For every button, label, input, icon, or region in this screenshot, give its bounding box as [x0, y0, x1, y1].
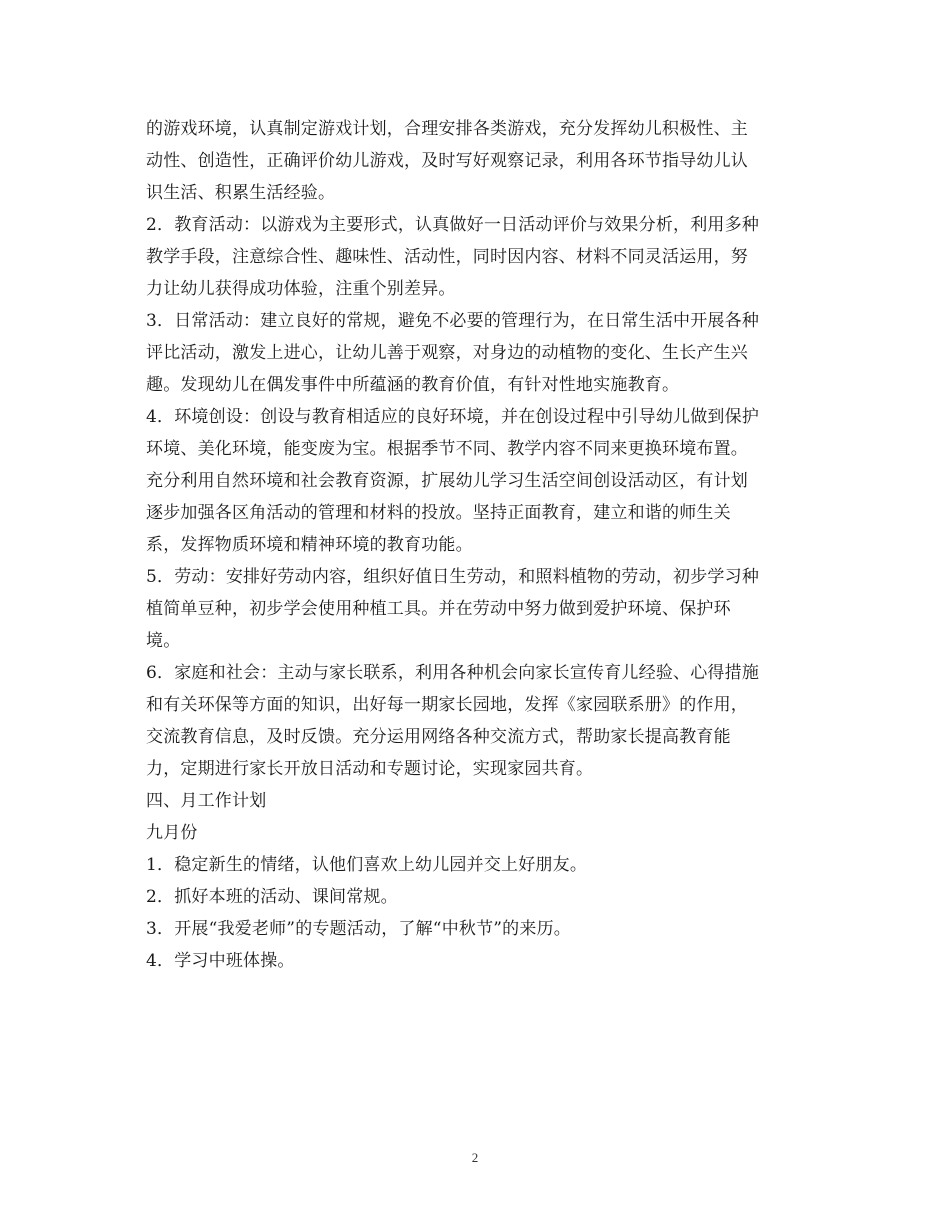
- text-line: 系，发挥物质环境和精神环境的教育功能。: [146, 535, 473, 555]
- list-item: 1．稳定新生的情绪，认他们喜欢上幼儿园并交上好朋友。: [146, 855, 588, 875]
- page-number: 2: [471, 1150, 479, 1165]
- text-line: 逐步加强各区角活动的管理和材料的投放。坚持正面教育，建立和谐的师生关: [146, 503, 731, 523]
- text-line: 植简单豆种，初步学会使用种植工具。并在劳动中努力做到爱护环境、保护环: [146, 599, 731, 619]
- list-item: 2．抓好本班的活动、课间常规。: [146, 887, 398, 907]
- text-line: 6．家庭和社会：主动与家长联系，利用各种机会向家长宣传育儿经验、心得措施: [146, 663, 760, 683]
- month-heading: 九月份: [146, 823, 198, 843]
- text-line: 动性、创造性，正确评价幼儿游戏，及时写好观察记录，利用各环节指导幼儿认: [146, 151, 748, 171]
- body-text: [146, 113, 816, 977]
- text-line: 5．劳动：安排好劳动内容，组织好值日生劳动，和照料植物的劳动，初步学习种: [146, 567, 760, 587]
- text-line: 环境、美化环境，能变废为宝。根据季节不同、教学内容不同来更换环境布置。: [146, 439, 748, 459]
- text-line: 4．环境创设：创设与教育相适应的良好环境，并在创设过程中引导幼儿做到保护: [146, 407, 760, 427]
- text-line: 交流教育信息，及时反馈。充分运用网络各种交流方式，帮助家长提高教育能: [146, 727, 731, 747]
- text-line: 2．教育活动：以游戏为主要形式，认真做好一日活动评价与效果分析，利用多种: [146, 215, 760, 235]
- text-line: 趣。发现幼儿在偶发事件中所蕴涵的教育价值，有针对性地实施教育。: [146, 375, 680, 395]
- text-line: 和有关环保等方面的知识，出好每一期家长园地，发挥《家园联系册》的作用，: [146, 695, 748, 715]
- text-line: 教学手段，注意综合性、趣味性、活动性，同时因内容、材料不同灵活运用，努: [146, 247, 748, 267]
- text-line: 识生活、积累生活经验。: [146, 183, 336, 203]
- list-item: 3．开展“我爱老师”的专题活动，了解“中秋节”的来历。: [146, 919, 571, 939]
- list-item: 4．学习中班体操。: [146, 951, 295, 971]
- text-line: 充分利用自然环境和社会教育资源，扩展幼儿学习生活空间创设活动区，有计划: [146, 471, 748, 491]
- text-line: 力让幼儿获得成功体验，注重个别差异。: [146, 279, 456, 299]
- text-line: 力，定期进行家长开放日活动和专题讨论，实现家园共育。: [146, 759, 594, 779]
- text-line: 评比活动，激发上进心，让幼儿善于观察，对身边的动植物的变化、生长产生兴: [146, 343, 748, 363]
- section-heading: 四、月工作计划: [146, 791, 267, 811]
- text-line: 3．日常活动：建立良好的常规，避免不必要的管理行为，在日常生活中开展各种: [146, 311, 760, 331]
- text-line: 境。: [146, 631, 181, 651]
- text-line: 的游戏环境，认真制定游戏计划，合理安排各类游戏，充分发挥幼儿积极性、主: [146, 119, 748, 139]
